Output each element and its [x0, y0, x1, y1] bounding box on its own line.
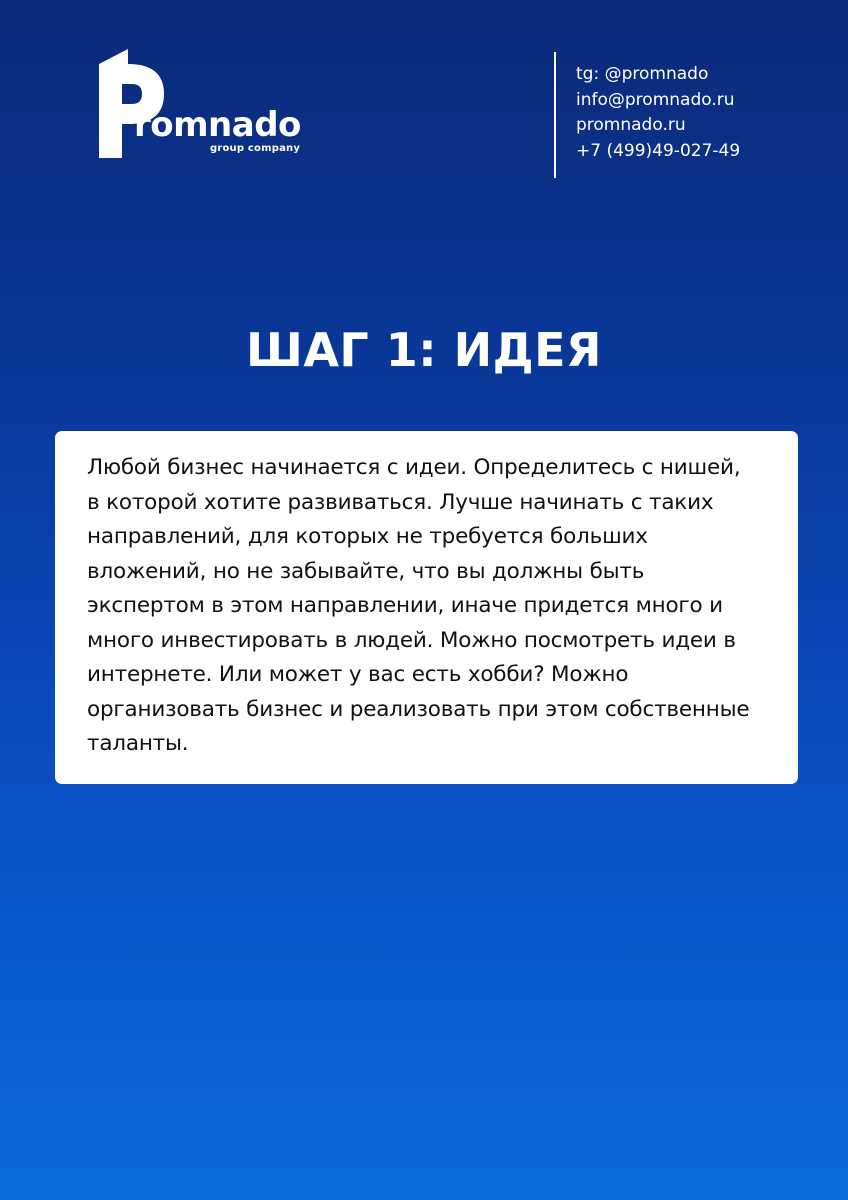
card-line: много инвестировать в людей. Можно посмотреть идеи в: [87, 627, 736, 653]
page-title: ШАГ 1: ИДЕЯ: [246, 323, 602, 377]
card-line: интернете. Или может у вас есть хобби? Можно: [87, 662, 629, 687]
card-line: направлений, для которых не требуется больших: [87, 524, 648, 549]
card-line: таланты.: [87, 731, 189, 756]
logo-subtitle: group company: [210, 143, 301, 154]
content-card: [55, 431, 798, 784]
card-line: в которой хотите развиваться. Лучше начинать с таких: [87, 489, 714, 515]
contact-email[interactable]: info@promnado.ru: [576, 89, 735, 110]
header-divider: [554, 52, 556, 178]
card-line: Любой бизнес начинается с идеи. Определитесь с нишей,: [87, 455, 741, 480]
contact-phone[interactable]: +7 (499)49-027-49: [576, 140, 741, 161]
logo-wordmark: romnado: [134, 105, 301, 145]
contacts-block: [576, 62, 740, 164]
contact-telegram[interactable]: tg: @promnado: [576, 64, 709, 84]
card-line: экспертом в этом направлении, иначе придется много и: [87, 593, 723, 618]
card-text: [87, 451, 774, 762]
card-line: организовать бизнес и реализовать при этом собственные: [87, 696, 750, 722]
contact-website[interactable]: promnado.ru: [576, 115, 686, 135]
promnado-logo: [96, 46, 336, 166]
card-line: вложений, но не забывайте, что вы должны быть: [87, 558, 645, 584]
